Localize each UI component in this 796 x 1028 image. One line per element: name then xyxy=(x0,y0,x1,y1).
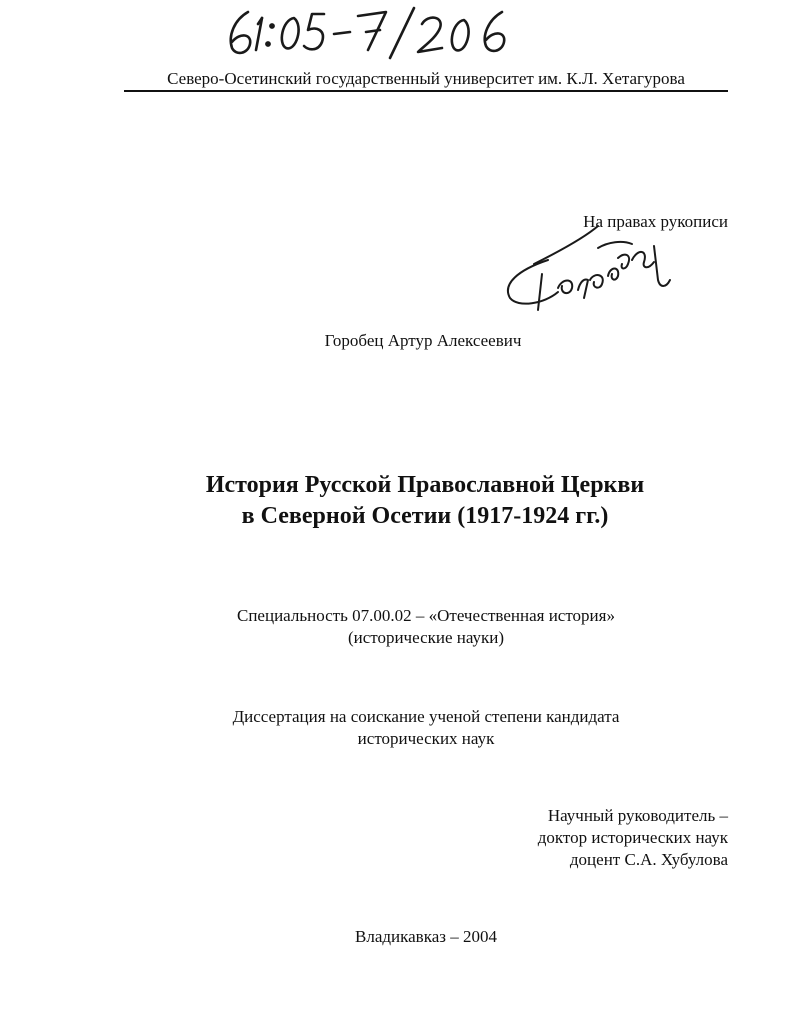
university-name: Северо-Осетинский государственный университет им. К.Л. Хетагурова xyxy=(167,69,685,88)
specialty-line-1: Специальность 07.00.02 – «Отечественная история» xyxy=(237,606,615,625)
specialty-line-2: (исторические науки) xyxy=(347,628,505,647)
handwritten-catalog-code xyxy=(218,2,518,62)
header-divider xyxy=(124,90,728,92)
dissertation-description xyxy=(0,706,796,750)
city-and-year: Владикавказ – 2004 xyxy=(355,927,497,946)
specialty-block xyxy=(0,605,796,649)
supervisor-line-1: Научный руководитель – xyxy=(547,806,728,825)
title-line-2: в Северной Осетии (1917-1924 гг.) xyxy=(241,503,609,529)
author-name: Горобец Артур Алексеевич xyxy=(324,331,522,350)
title-line-1: История Русской Православной Церкви xyxy=(205,472,645,498)
supervisor-block xyxy=(538,805,728,871)
supervisor-line-3: доцент С.А. Хубулова xyxy=(569,850,728,869)
dissertation-line-2: исторических наук xyxy=(357,729,495,748)
signature-drawing xyxy=(498,218,673,318)
supervisor-line-2: доктор исторических наук xyxy=(537,828,728,847)
author-signature xyxy=(498,218,673,318)
handwritten-code-drawing xyxy=(218,2,518,62)
manuscript-rights-note: На правах рукописи xyxy=(583,212,728,231)
dissertation-title xyxy=(0,470,796,532)
dissertation-line-1: Диссертация на соискание ученой степени кандидата xyxy=(232,707,620,726)
